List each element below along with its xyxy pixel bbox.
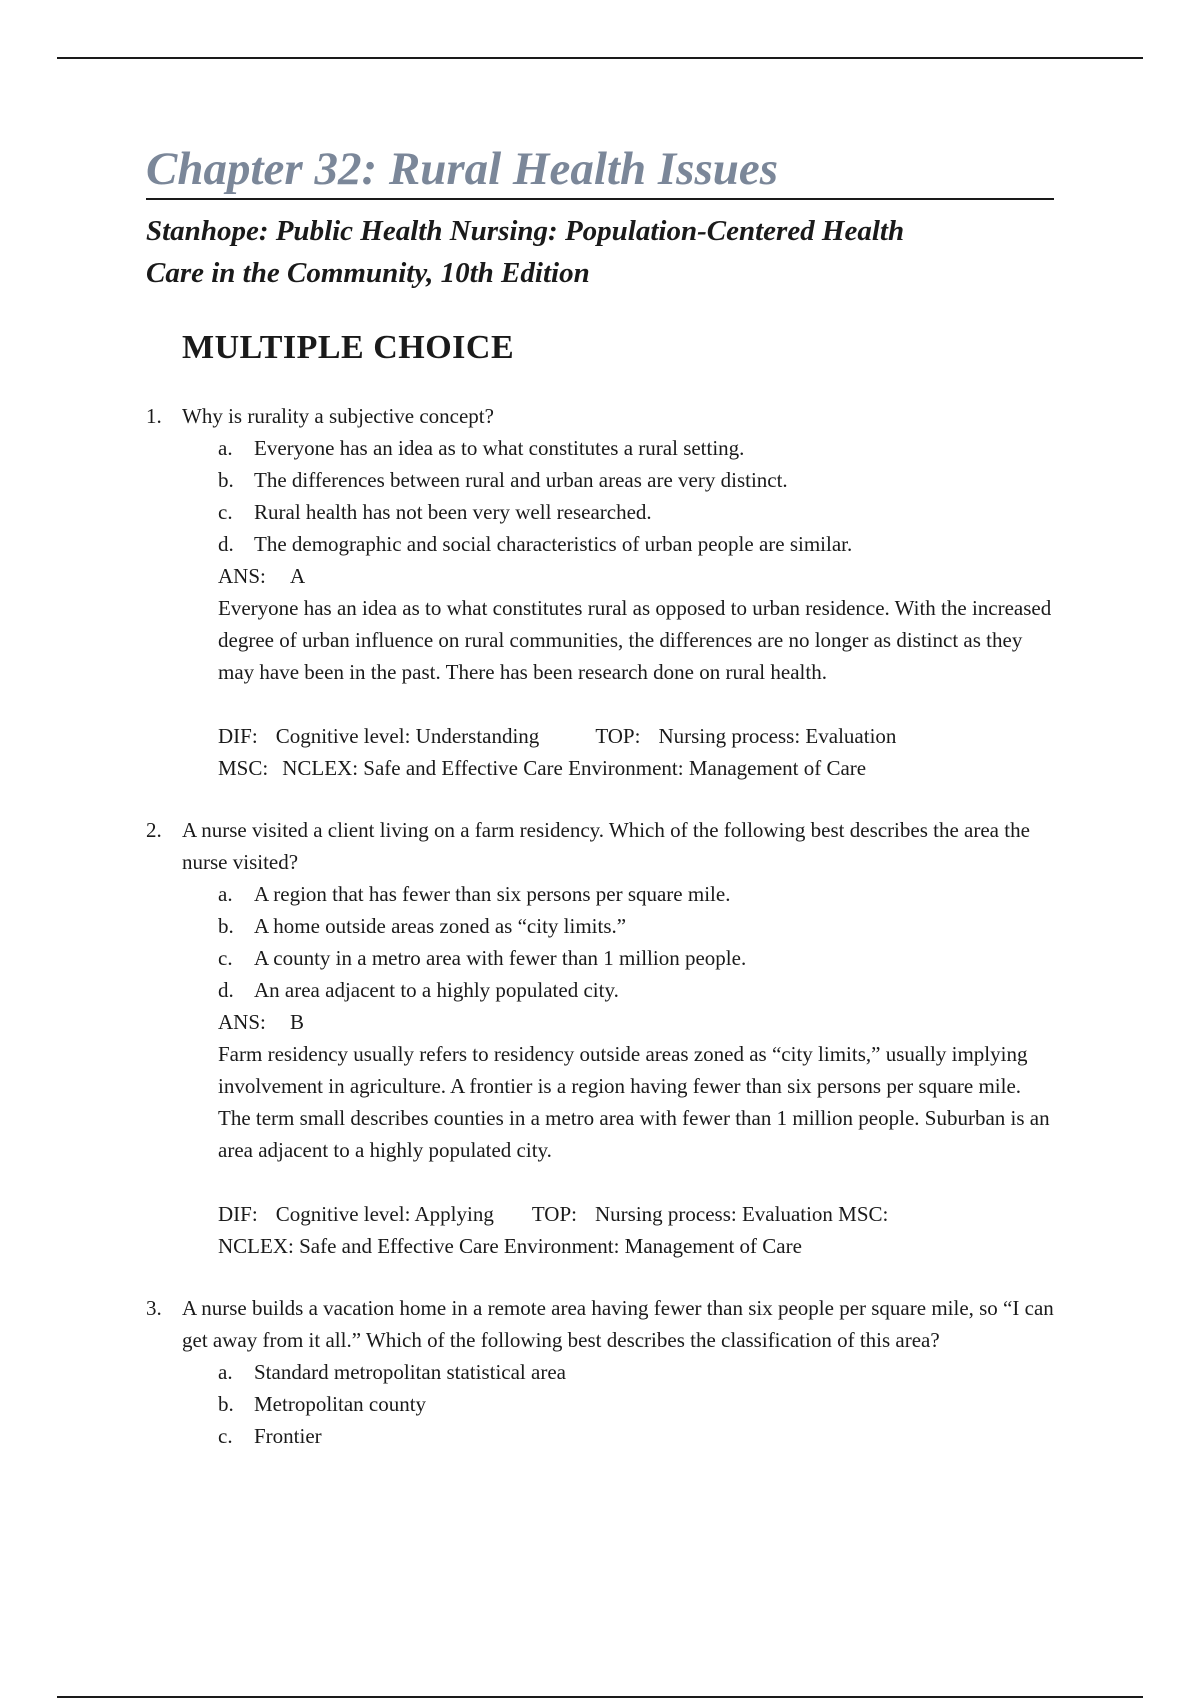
- metadata-row: [218, 1198, 1056, 1230]
- bottom-rule: [57, 1696, 1143, 1698]
- option-text: A county in a metro area with fewer than 1 million people.: [254, 946, 747, 970]
- answer-value: B: [290, 1010, 305, 1034]
- top-value: Nursing process: Evaluation: [658, 724, 897, 748]
- answer-label: ANS:: [218, 1010, 266, 1034]
- question-3: [146, 1292, 1056, 1452]
- option-a: [218, 878, 1056, 910]
- option-letter: a.: [218, 436, 233, 460]
- question-stem: A nurse builds a vacation home in a remote area having fewer than six people per square mile, so “I can get away from it all.” Which of the following best describes the classification of this area?: [182, 1296, 1054, 1352]
- msc-row: [218, 752, 1056, 784]
- option-b: [218, 464, 1056, 496]
- option-text: Frontier: [254, 1424, 322, 1448]
- option-text: A home outside areas zoned as “city limits.”: [254, 914, 627, 938]
- dif-value: Cognitive level: Understanding: [275, 724, 540, 748]
- option-letter: b.: [218, 1392, 234, 1416]
- section-heading: MULTIPLE CHOICE: [182, 329, 515, 366]
- top-rule: [57, 57, 1143, 59]
- option-text: An area adjacent to a highly populated city.: [254, 978, 619, 1002]
- option-letter: d.: [218, 978, 234, 1002]
- dif-label: DIF:: [218, 724, 258, 748]
- option-letter: a.: [218, 1360, 233, 1384]
- subtitle-line-2: Care in the Community, 10th Edition: [146, 257, 590, 289]
- question-number: 1.: [146, 404, 162, 428]
- option-letter: a.: [218, 882, 233, 906]
- rationale: Everyone has an idea as to what constitutes rural as opposed to urban residence. With the increased degree of urban influence on rural communities, the differences are no longer as distinct as they may have been in the past. There has been research done on rural health.: [218, 596, 1052, 684]
- option-b: [218, 910, 1056, 942]
- option-text: A region that has fewer than six persons per square mile.: [254, 882, 731, 906]
- option-c: [218, 1420, 1056, 1452]
- book-subtitle: [146, 210, 1056, 294]
- chapter-title: Chapter 32: Rural Health Issues: [146, 140, 1054, 200]
- question-1: [146, 400, 1056, 784]
- question-stem: Why is rurality a subjective concept?: [182, 404, 494, 428]
- top-value: Nursing process: Evaluation MSC:: [594, 1202, 889, 1226]
- option-d: [218, 974, 1056, 1006]
- answer-line: [218, 1006, 1056, 1038]
- option-letter: d.: [218, 532, 234, 556]
- option-letter: b.: [218, 914, 234, 938]
- metadata-row: [218, 720, 1056, 752]
- rationale: Farm residency usually refers to residency outside areas zoned as “city limits,” usually implying involvement in agriculture. A frontier is a region having fewer than six persons per square mile. The term small describes counties in a metro area with fewer than 1 million people. Suburban is an area adjacent to a highly populated city.: [218, 1042, 1050, 1162]
- option-d: [218, 528, 1056, 560]
- option-text: The differences between rural and urban areas are very distinct.: [254, 468, 788, 492]
- option-b: [218, 1388, 1056, 1420]
- option-letter: c.: [218, 1424, 233, 1448]
- question-stem: A nurse visited a client living on a farm residency. Which of the following best describes the area the nurse visited?: [182, 818, 1030, 874]
- subtitle-line-1: Stanhope: Public Health Nursing: Population-Centered Health: [146, 215, 905, 247]
- option-c: [218, 942, 1056, 974]
- top-label: TOP:: [531, 1202, 577, 1226]
- document-page: [146, 140, 1056, 1482]
- question-number: 3.: [146, 1296, 162, 1320]
- option-text: The demographic and social characteristics of urban people are similar.: [254, 532, 853, 556]
- dif-value: Cognitive level: Applying: [275, 1202, 494, 1226]
- answer-line: [218, 560, 1056, 592]
- option-letter: c.: [218, 946, 233, 970]
- option-a: [218, 1356, 1056, 1388]
- option-text: Rural health has not been very well researched.: [254, 500, 652, 524]
- option-text: Metropolitan county: [254, 1392, 427, 1416]
- option-letter: c.: [218, 500, 233, 524]
- msc-value: NCLEX: Safe and Effective Care Environment: Management of Care: [282, 756, 867, 780]
- question-number: 2.: [146, 818, 162, 842]
- answer-value: A: [290, 564, 306, 588]
- msc-row: NCLEX: Safe and Effective Care Environment: Management of Care: [218, 1234, 802, 1258]
- dif-label: DIF:: [218, 1202, 258, 1226]
- msc-label: MSC:: [218, 756, 269, 780]
- answer-label: ANS:: [218, 564, 266, 588]
- question-2: [146, 814, 1056, 1262]
- option-letter: b.: [218, 468, 234, 492]
- option-c: [218, 496, 1056, 528]
- top-label: TOP:: [595, 724, 641, 748]
- option-text: Everyone has an idea as to what constitutes a rural setting.: [254, 436, 745, 460]
- option-a: [218, 432, 1056, 464]
- question-list: [146, 400, 1056, 1452]
- option-text: Standard metropolitan statistical area: [254, 1360, 566, 1384]
